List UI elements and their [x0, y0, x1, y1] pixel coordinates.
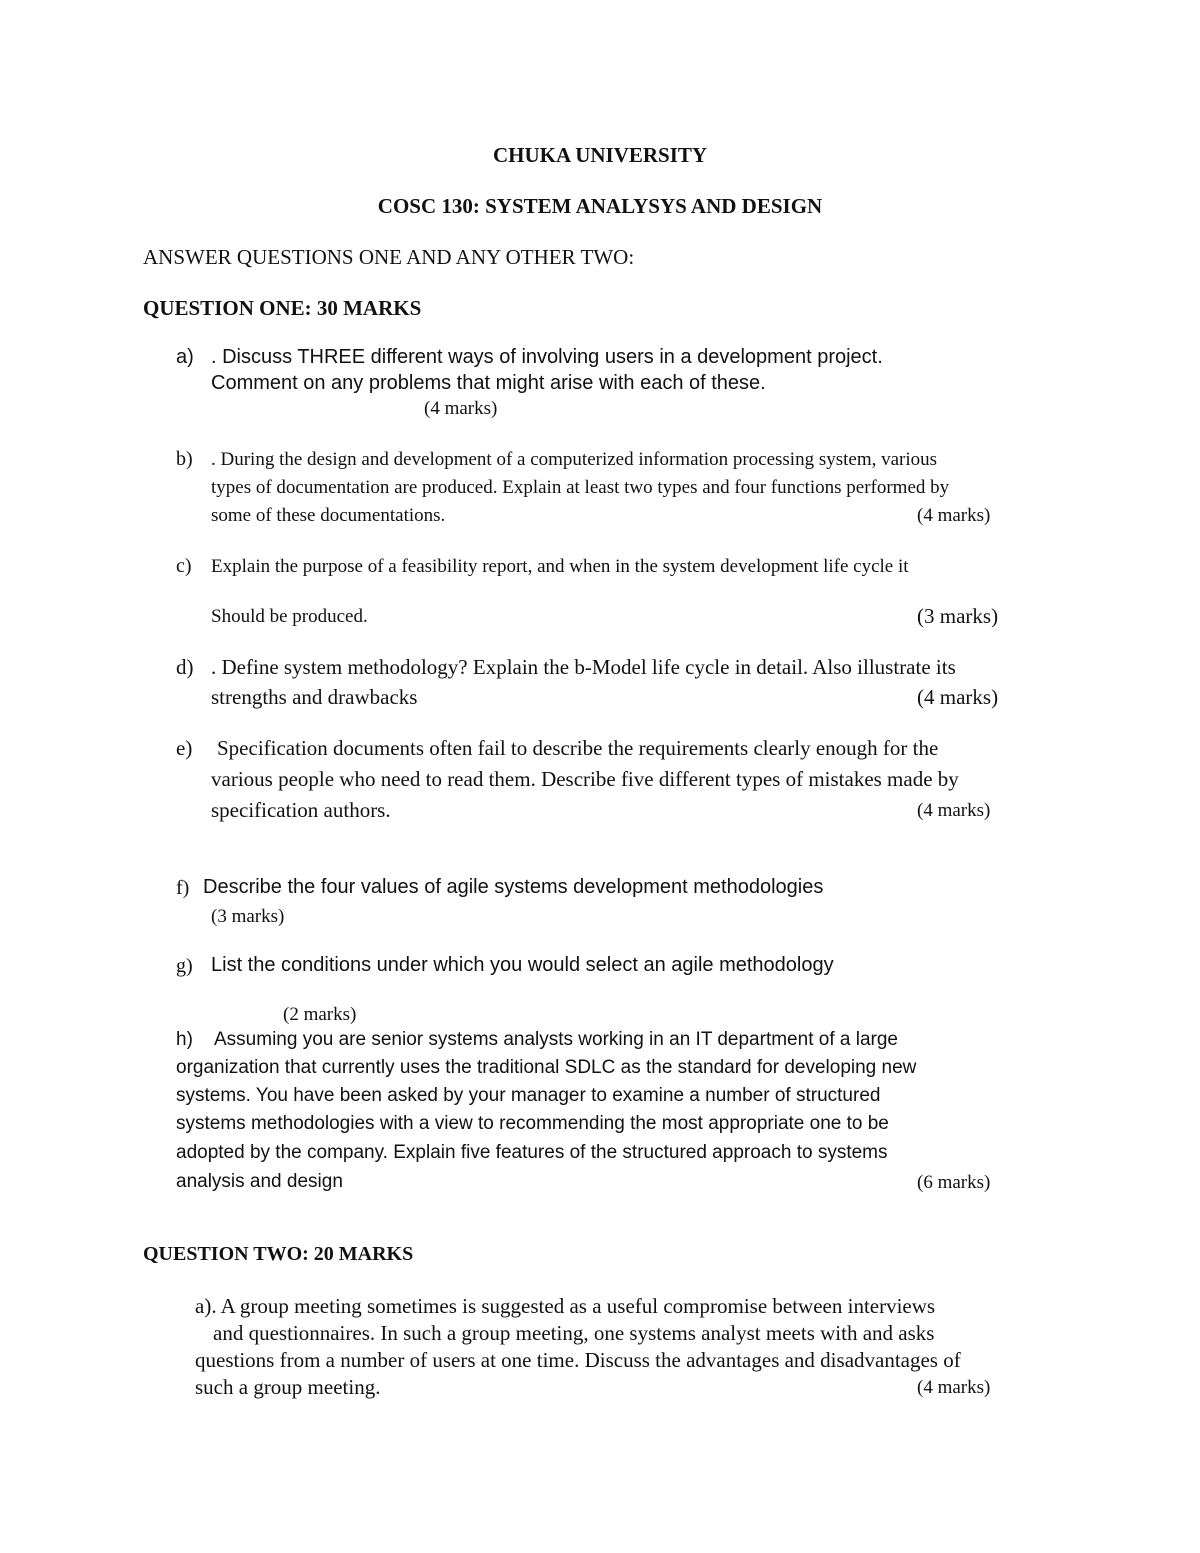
- q1-b-line1: . During the design and development of a computerized information processing system, various: [211, 449, 938, 470]
- q1-d-line2: strengths and drawbacks: [211, 685, 418, 709]
- q1-c-line2: Should be produced.: [211, 606, 368, 627]
- q1-b-line3: some of these documentations.: [211, 505, 446, 526]
- q1-f-label: f): [176, 877, 190, 899]
- q2-a-marks: (4 marks): [917, 1377, 991, 1398]
- q1-h-line6: analysis and design: [176, 1171, 343, 1192]
- q1-h-line4: systems methodologies with a view to recommending the most appropriate one to be: [176, 1113, 889, 1134]
- q1-a-marks: (4 marks): [424, 398, 498, 419]
- q1-e-line1: Specification documents often fail to describe the requirements clearly enough for the: [217, 736, 939, 760]
- q1-h-line2: organization that currently uses the traditional SDLC as the standard for developing new: [176, 1057, 917, 1078]
- q1-g-line1: List the conditions under which you would select an agile methodology: [211, 954, 834, 976]
- q1-g-marks: (2 marks): [283, 1004, 357, 1025]
- q1-e-marks: (4 marks): [917, 800, 991, 821]
- q2-a-line2: and questionnaires. In such a group meeting, one systems analyst meets with and asks: [213, 1321, 935, 1345]
- q1-e-label: e): [176, 736, 193, 760]
- course-title: COSC 130: SYSTEM ANALYSYS AND DESIGN: [377, 194, 823, 218]
- q1-a-line1: . Discuss THREE different ways of involving users in a development project.: [211, 346, 883, 368]
- q1-f-line1: Describe the four values of agile systems development methodologies: [203, 876, 824, 898]
- q1-g-label: g): [176, 955, 193, 977]
- q1-a-label: a): [176, 346, 194, 368]
- q1-b-line2: types of documentation are produced. Explain at least two types and four functions performed by: [211, 477, 950, 498]
- q1-h-marks: (6 marks): [917, 1172, 991, 1193]
- q1-d-label: d): [176, 655, 194, 679]
- q1-f-marks: (3 marks): [211, 906, 285, 927]
- instructions: ANSWER QUESTIONS ONE AND ANY OTHER TWO:: [143, 245, 635, 269]
- q2-a-line4: such a group meeting.: [195, 1375, 381, 1399]
- q1-c-label: c): [176, 555, 192, 577]
- university-title: CHUKA UNIVERSITY: [492, 143, 708, 167]
- q1-h-line1: Assuming you are senior systems analysts working in an IT department of a large: [214, 1029, 898, 1050]
- q1-e-line2: various people who need to read them. Describe five different types of mistakes made by: [211, 767, 959, 791]
- q1-b-label: b): [176, 448, 193, 470]
- q1-a-line2: Comment on any problems that might arise with each of these.: [211, 372, 766, 394]
- q1-b-marks: (4 marks): [917, 505, 991, 526]
- q1-e-line3: specification authors.: [211, 798, 391, 822]
- q2-a-line3: questions from a number of users at one time. Discuss the advantages and disadvantages of: [195, 1348, 961, 1372]
- question-two-title: QUESTION TWO: 20 MARKS: [143, 1243, 414, 1265]
- q2-a-line1: a). A group meeting sometimes is suggested as a useful compromise between interviews: [195, 1294, 936, 1318]
- q1-h-line5: adopted by the company. Explain five features of the structured approach to systems: [176, 1142, 888, 1163]
- q1-c-marks: (3 marks): [917, 604, 999, 628]
- q1-d-line1: . Define system methodology? Explain the b-Model life cycle in detail. Also illustrate its: [211, 655, 956, 679]
- q1-d-marks: (4 marks): [917, 685, 999, 709]
- q1-h-line3: systems. You have been asked by your manager to examine a number of structured: [176, 1085, 881, 1106]
- q1-c-line1: Explain the purpose of a feasibility report, and when in the system development life cycle it: [211, 556, 909, 577]
- q1-h-label: h): [176, 1029, 193, 1050]
- question-one-title: QUESTION ONE: 30 MARKS: [143, 296, 422, 320]
